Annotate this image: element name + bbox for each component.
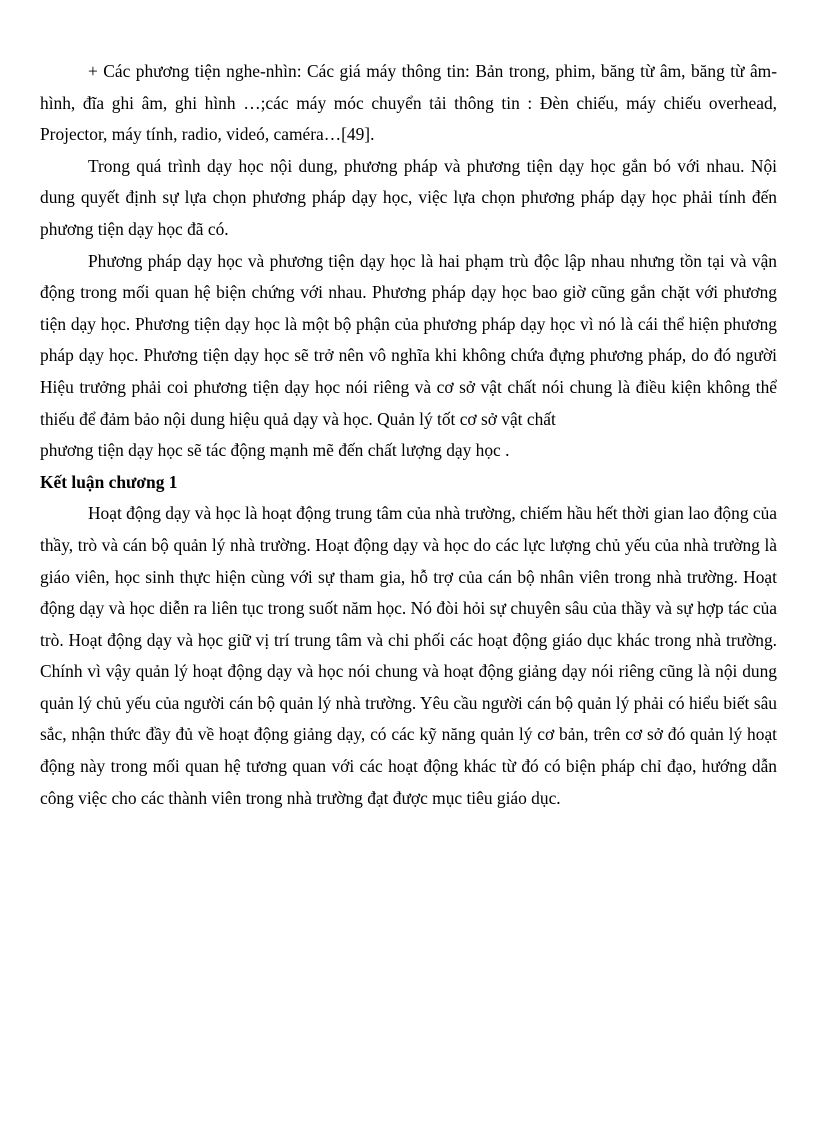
paragraph-methods-and-means: Phương pháp dạy học và phương tiện dạy học là hai phạm trù độc lập nhau nhưng tồn tại và vận động trong mối quan hệ biện chứng với nhau. Phương pháp dạy học bao giờ cũng gắn chặt với phương tiện dạy học. Phương tiện dạy học là một bộ phận của phương pháp dạy học vì nó là cái thể hiện phương pháp dạy học. Phương tiện dạy học sẽ trở nên vô nghĩa khi không chứa đựng phương pháp, do đó người Hiệu trưởng phải coi phương tiện dạy học nói riêng và cơ sở vật chất nói chung là điều kiện không thể thiếu để đảm bảo nội dung hiệu quả dạy và học. Quản lý tốt cơ sở vật chất [40,250,777,429]
paragraph-teaching-process: Trong quá trình dạy học nội dung, phương pháp và phương tiện dạy học gắn bó với nhau. Nội dung quyết định sự lựa chọn phương pháp dạy học, việc lựa chọn phương pháp dạy học phải tính đến phương tiện dạy học đã có. [40,155,777,239]
paragraph-quality-impact: phương tiện dạy học sẽ tác động mạnh mẽ đến chất lượng dạy học . [40,440,510,461]
paragraph-conclusion: Hoạt động dạy và học là hoạt động trung tâm của nhà trường, chiếm hầu hết thời gian lao động của thầy, trò và cán bộ quản lý nhà trường. Hoạt động dạy và học do các lực lượng chủ yếu của nhà trường là giáo viên, học sinh thực hiện cùng với sự tham gia, hỗ trợ của cán bộ nhân viên trong nhà trường. Hoạt động dạy và học diễn ra liên tục trong suốt năm học. Nó đòi hỏi sự chuyên sâu của thầy và sự hợp tác của trò. Hoạt động dạy và học giữ vị trí trung tâm và chi phối các hoạt động giáo dục khác trong nhà trường. Chính vì vậy quản lý hoạt động dạy và học nói chung và hoạt động giảng dạy nói riêng cũng là nội dung quản lý chủ yếu của người cán bộ quản lý nhà trường. Yêu cầu người cán bộ quản lý phải có hiểu biết sâu sắc, nhận thức đầy đủ về hoạt động giảng dạy, có các kỹ năng quản lý cơ bản, trên cơ sở đó quản lý hoạt động này trong mối quan hệ tương quan với các hoạt động khác từ đó có biện pháp chỉ đạo, hướng dẫn công việc cho các thành viên trong nhà trường đạt được mục tiêu giáo dục. [40,503,777,808]
paragraph-media-types: + Các phương tiện nghe-nhìn: Các giá máy thông tin: Bản trong, phim, băng từ âm, băng từ âm-hình, đĩa ghi âm, ghi hình …;các máy móc chuyển tải thông tin : Đèn chiếu, máy chiếu overhead, Projector, máy tính, radio, videó, caméra…[49]. [40,61,777,145]
document-page [40,56,777,814]
section-heading: Kết luận chương 1 [40,471,178,492]
